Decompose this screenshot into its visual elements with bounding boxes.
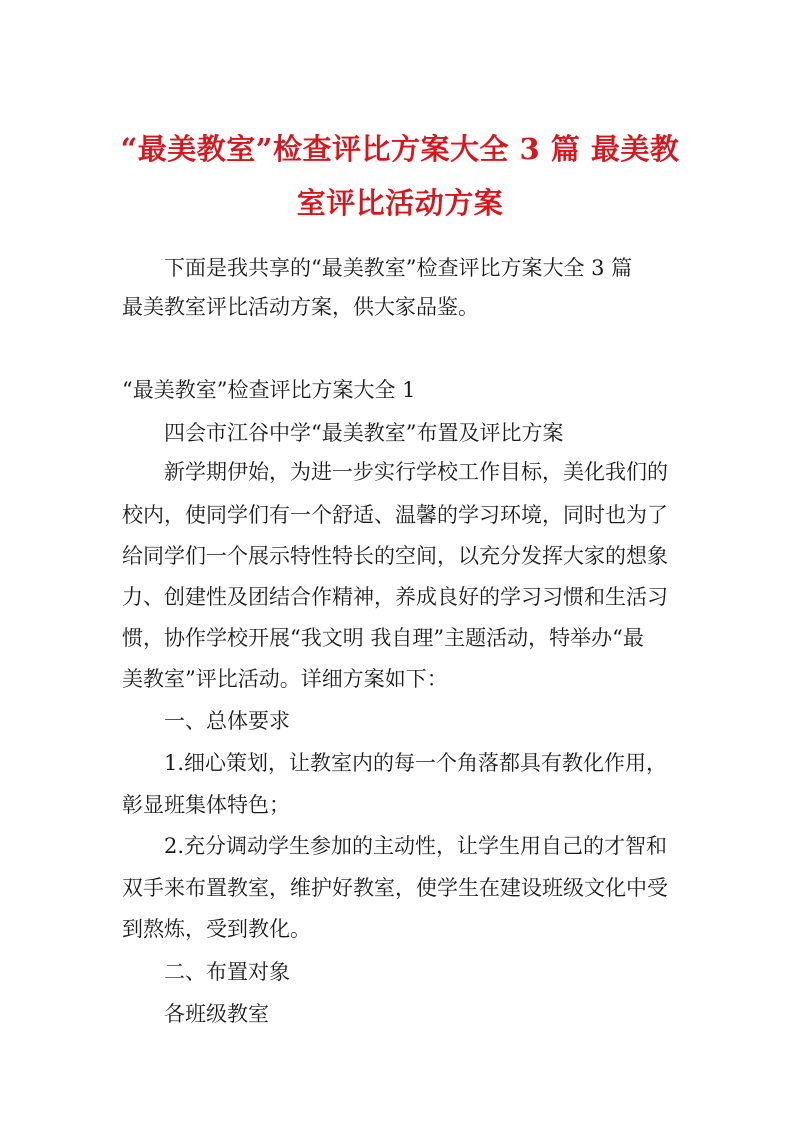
section-heading: “最美教室”检查评比方案大全 1 (122, 378, 416, 402)
intro-line-1: 下面是我共享的“最美教室”检查评比方案大全 3 篇 (164, 256, 633, 280)
paragraph-1-line-6: 美教室”评比活动。详细方案如下： (122, 667, 448, 691)
title-line-1: “最美教室”检查评比方案大全 3 篇 最美教 (120, 132, 680, 166)
item-2-line-2: 双手来布置教室，维护好教室，使学生在建设班级文化中受 (122, 876, 668, 900)
heading-general-requirements: 一、总体要求 (164, 709, 290, 733)
item-1-line-2: 彰显班集体特色； (122, 793, 290, 817)
document-title (110, 122, 690, 230)
item-1-line-1: 1.细心策划，让教室内的每一个角落都具有教化作用， (164, 751, 668, 775)
item-2-line-1: 2.充分调动学生参加的主动性，让学生用自己的才智和 (164, 834, 668, 858)
intro-line-2: 最美教室评比活动方案，供大家品鉴。 (122, 295, 479, 319)
title-line-2: 室评比活动方案 (296, 186, 504, 220)
section-subtitle: 四会市江谷中学“最美教室”布置及评比方案 (164, 421, 564, 445)
paragraph-1-line-4: 力、创建性及团结合作精神，养成良好的学习习惯和生活习 (122, 585, 668, 609)
layout-target-body: 各班级教室 (164, 1002, 269, 1026)
paragraph-1-line-3: 给同学们一个展示特性特长的空间，以充分发挥大家的想象 (122, 544, 668, 568)
paragraph-1-line-1: 新学期伊始，为进一步实行学校工作目标，美化我们的 (164, 460, 668, 484)
heading-layout-target: 二、布置对象 (164, 960, 290, 984)
paragraph-1-line-5: 惯，协作学校开展“我文明 我自理”主题活动，特举办“最 (122, 626, 644, 650)
item-2-line-3: 到熬炼，受到教化。 (122, 917, 311, 941)
paragraph-1-line-2: 校内，使同学们有一个舒适、温馨的学习环境，同时也为了 (122, 503, 668, 527)
